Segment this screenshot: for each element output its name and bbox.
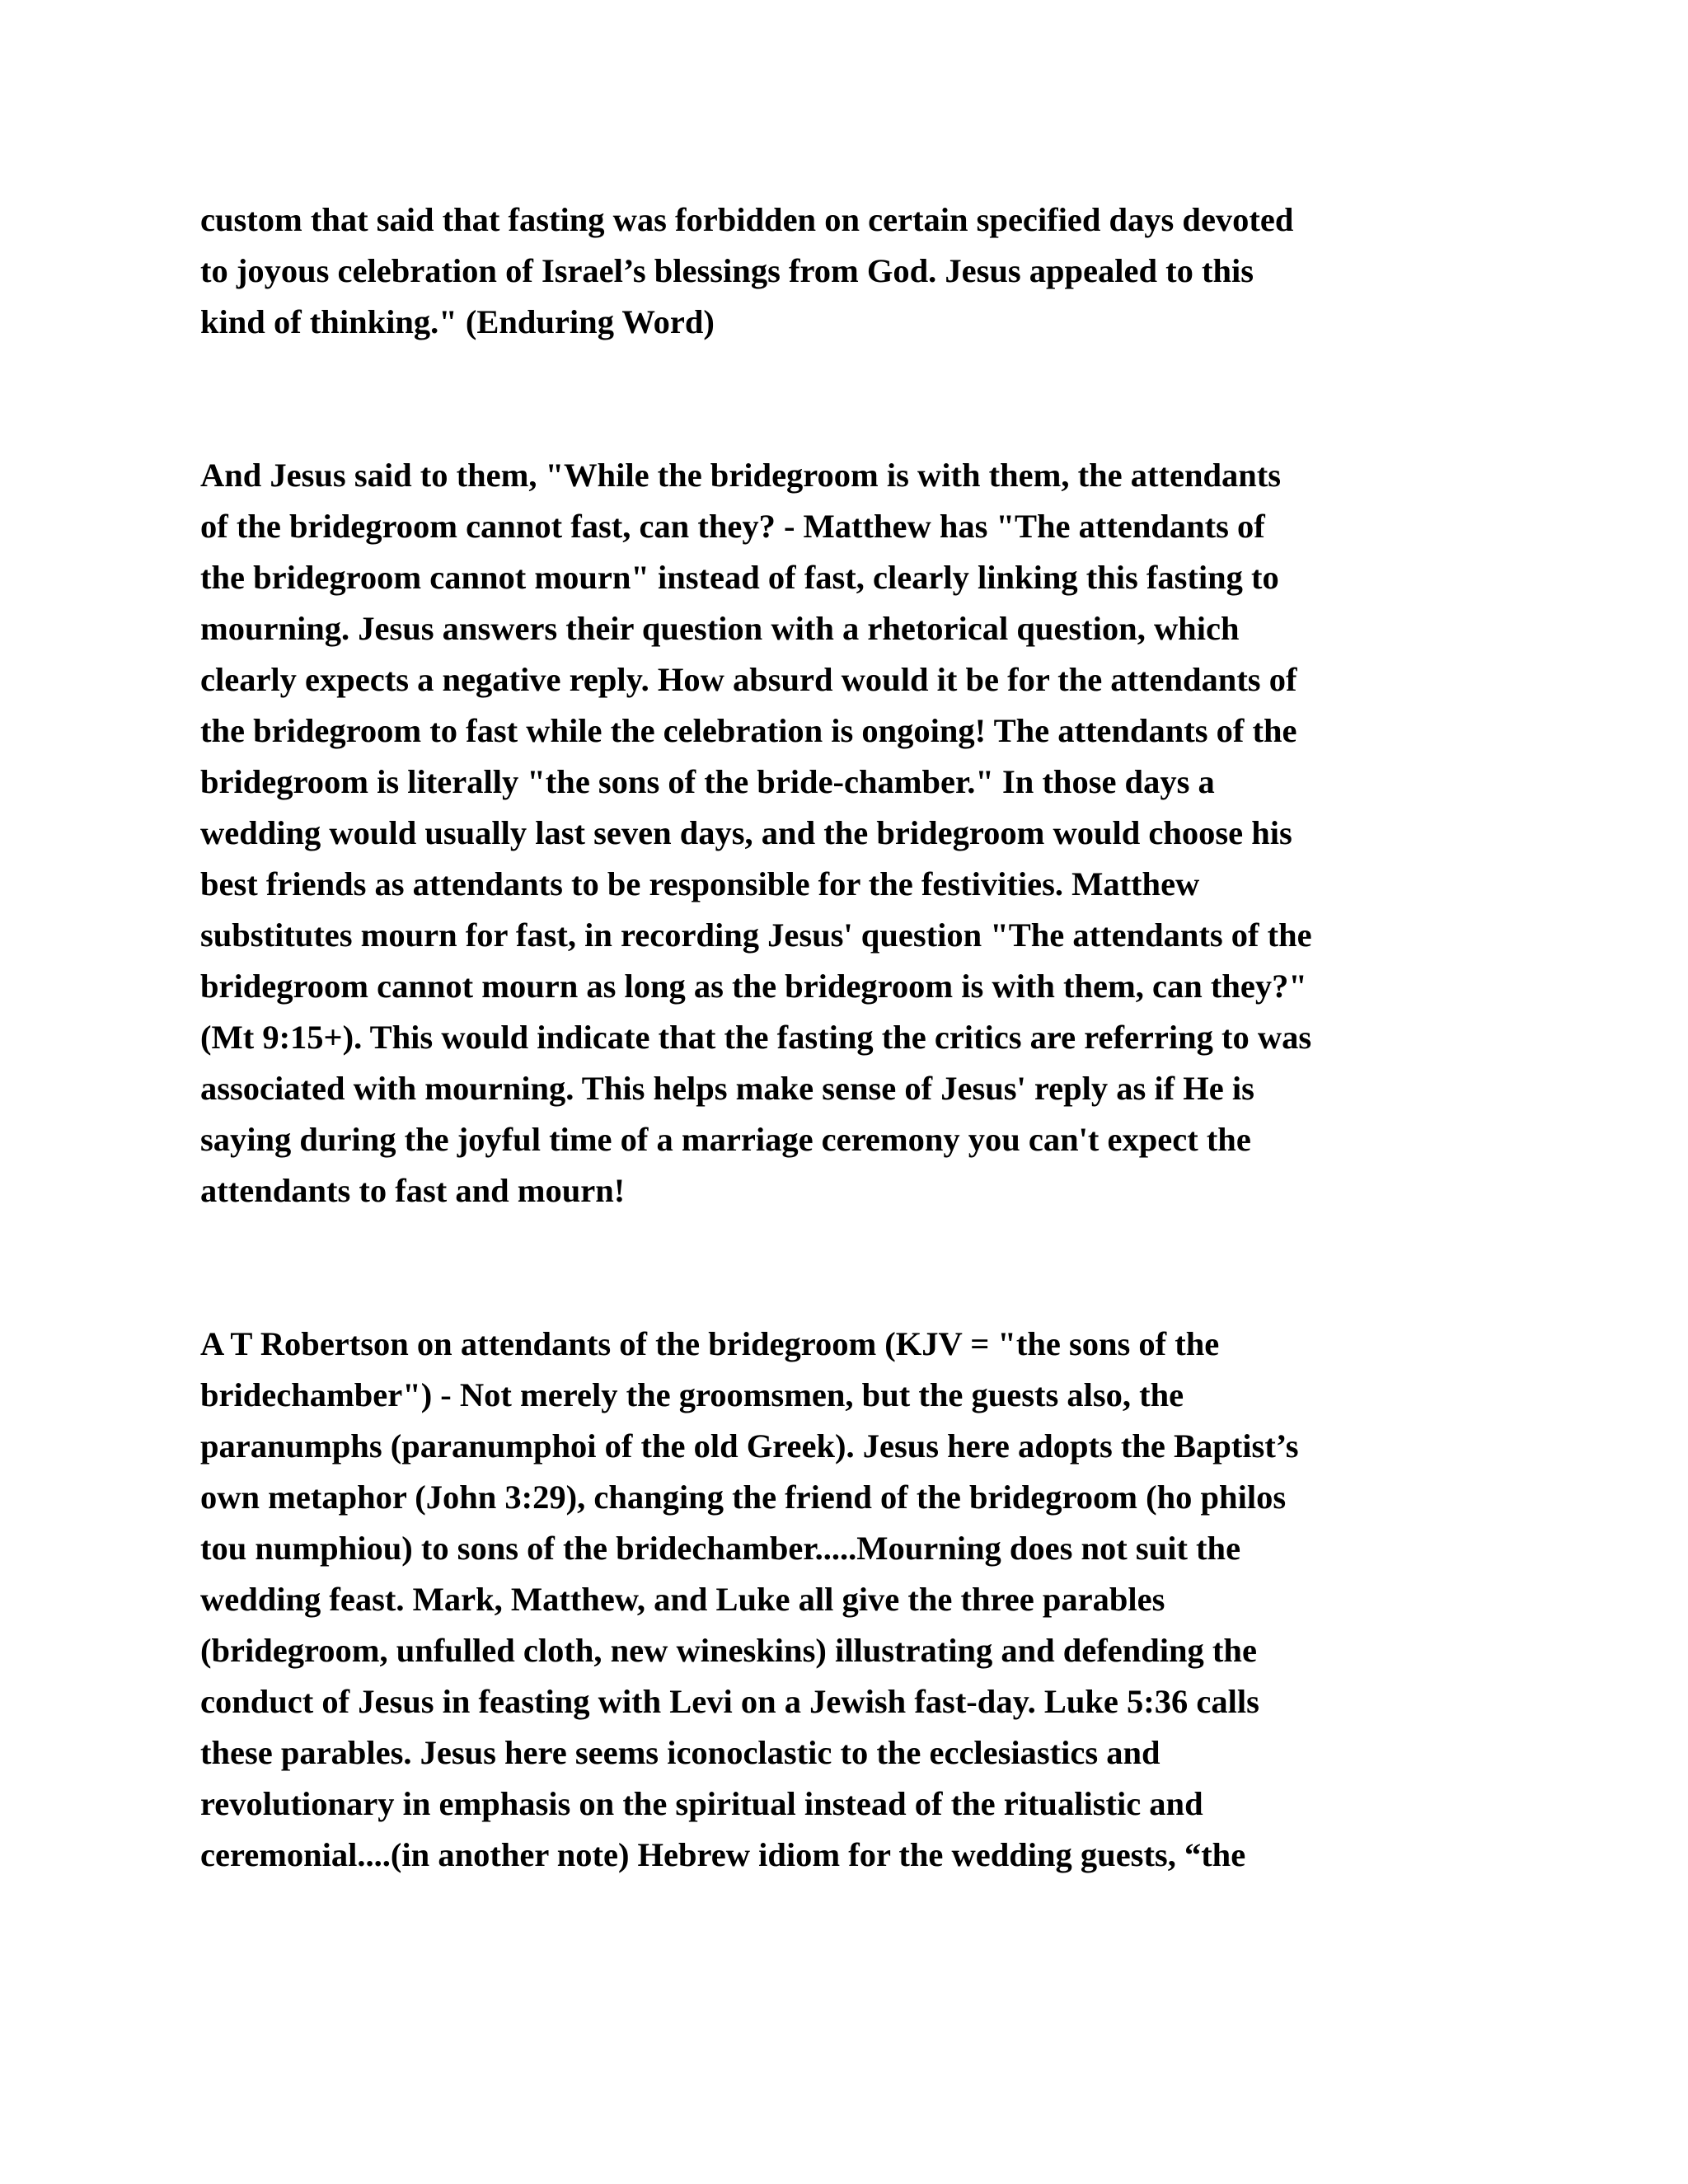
paragraph-robertson-note	[200, 1319, 1503, 1881]
text-line: the bridegroom to fast while the celebration is ongoing! The attendants of the	[200, 712, 1297, 749]
text-line: (Mt 9:15+). This would indicate that the fasting the critics are referring to was	[200, 1019, 1312, 1056]
text-line: And Jesus said to them, "While the bridegroom is with them, the attendants	[200, 457, 1282, 494]
paragraph-enduring-word-quote	[200, 194, 1503, 348]
text-line: ceremonial....(in another note) Hebrew idiom for the wedding guests, “the	[200, 1836, 1246, 1873]
paragraph-bridegroom-commentary	[200, 450, 1503, 1216]
text-line: attendants to fast and mourn!	[200, 1172, 626, 1209]
text-line: kind of thinking." (Enduring Word)	[200, 303, 715, 340]
text-line: own metaphor (John 3:29), changing the friend of the bridegroom (ho philos	[200, 1479, 1287, 1516]
text-line: of the bridegroom cannot fast, can they? - Matthew has "The attendants of	[200, 508, 1265, 545]
text-line: best friends as attendants to be responsible for the festivities. Matthew	[200, 865, 1200, 902]
text-line: bridechamber") - Not merely the groomsmen, but the guests also, the	[200, 1376, 1184, 1413]
text-line: wedding feast. Mark, Matthew, and Luke all give the three parables	[200, 1581, 1165, 1618]
text-line: substitutes mourn for fast, in recording Jesus' question "The attendants of the	[200, 916, 1312, 954]
text-line: the bridegroom cannot mourn" instead of fast, clearly linking this fasting to	[200, 559, 1279, 596]
text-line: saying during the joyful time of a marriage ceremony you can't expect the	[200, 1121, 1251, 1158]
text-line: to joyous celebration of Israel’s blessings from God. Jesus appealed to this	[200, 252, 1254, 289]
text-line: tou numphiou) to sons of the bridechamber.....Mourning does not suit the	[200, 1530, 1241, 1567]
text-line: wedding would usually last seven days, and the bridegroom would choose his	[200, 814, 1292, 851]
text-line: bridegroom cannot mourn as long as the bridegroom is with them, can they?"	[200, 968, 1307, 1005]
text-line: custom that said that fasting was forbidden on certain specified days devoted	[200, 201, 1294, 238]
text-line: mourning. Jesus answers their question with a rhetorical question, which	[200, 610, 1240, 647]
text-column	[200, 194, 1503, 1881]
text-line: A T Robertson on attendants of the bridegroom (KJV = "the sons of the	[200, 1325, 1220, 1362]
text-line: revolutionary in emphasis on the spiritual instead of the ritualistic and	[200, 1785, 1203, 1822]
text-line: conduct of Jesus in feasting with Levi on a Jewish fast-day. Luke 5:36 calls	[200, 1683, 1259, 1720]
text-line: these parables. Jesus here seems iconoclastic to the ecclesiastics and	[200, 1734, 1160, 1771]
text-line: bridegroom is literally "the sons of the bride-chamber." In those days a	[200, 763, 1215, 800]
text-line: (bridegroom, unfulled cloth, new wineskins) illustrating and defending the	[200, 1632, 1257, 1669]
text-line: clearly expects a negative reply. How absurd would it be for the attendants of	[200, 661, 1297, 698]
text-line: associated with mourning. This helps make sense of Jesus' reply as if He is	[200, 1070, 1254, 1107]
text-line: paranumphs (paranumphoi of the old Greek). Jesus here adopts the Baptist’s	[200, 1427, 1299, 1465]
